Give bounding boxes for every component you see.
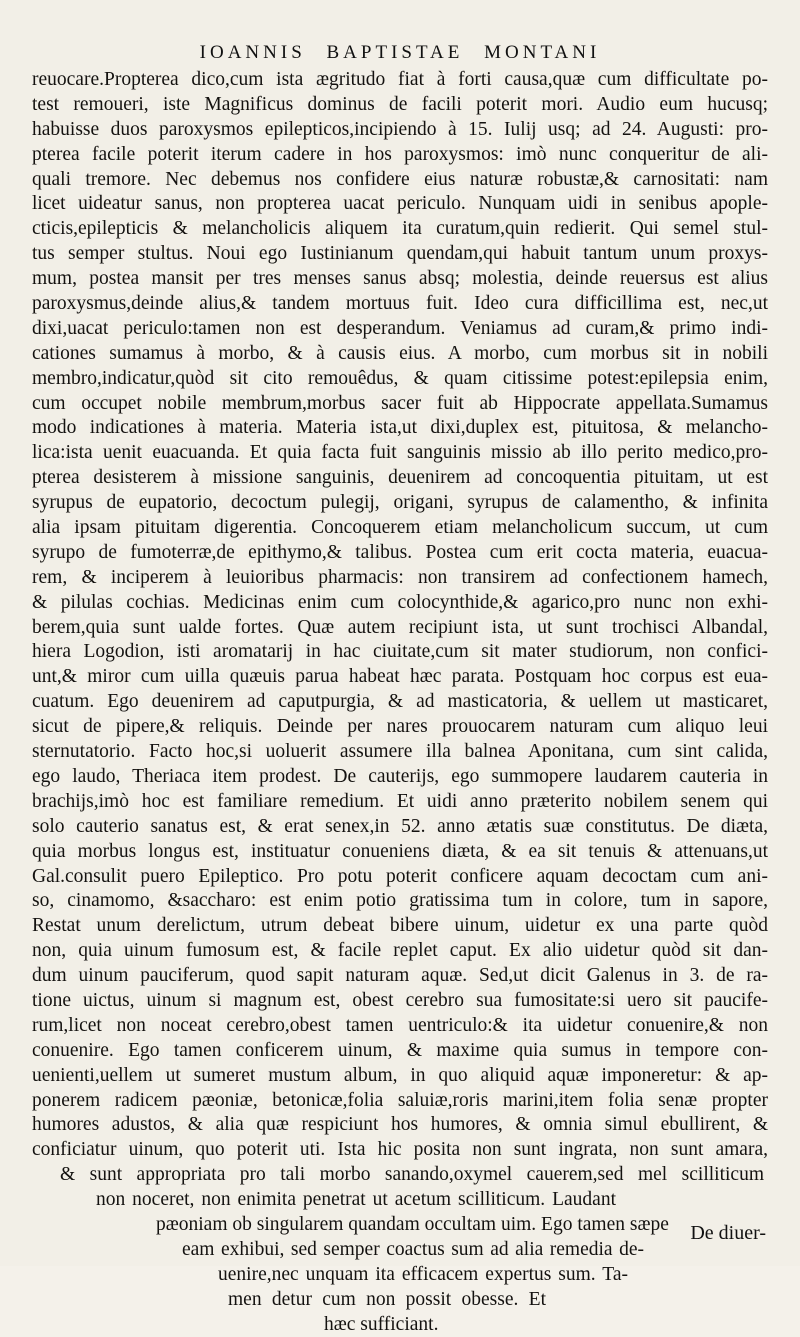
text-line: rum,licet non noceat cerebro,obest tamen uentriculo:& ita uidetur conuenire,& non	[32, 1014, 768, 1036]
text-line: pæoniam ob singularem quandam occultam uim. Ego tamen sæpe	[156, 1213, 669, 1235]
text-line: test remoueri, iste Magnificus dominus de facili poterit mori. Audio eum hucusq;	[32, 93, 768, 115]
text-line: pterea facile poterit iterum cadere in hos paroxysmos: imò nunc conqueritur de ali-	[32, 143, 768, 165]
text-line: quali tremore. Nec debemus nos confidere eius naturæ robustæ,& carnositati: nam	[32, 168, 768, 190]
catchword: De diuer-	[690, 1222, 766, 1244]
text-line: rem, & inciperem à leuioribus pharmacis: non transirem ad confectionem hamech,	[32, 566, 768, 588]
text-line: cum occupet nobile membrum,morbus sacer fuit ab Hippocrate appellata.Sumamus	[32, 392, 768, 414]
text-line: cuatum. Ego deuenirem ad caputpurgia, & ad masticatoria, & uellem ut masticaret,	[32, 691, 768, 713]
text-line: unt,& miror cum uilla quæuis parua habeat hæc parata. Postquam hoc corpus est eua-	[32, 666, 768, 688]
text-line: ego laudo, Theriaca item prodest. De cauterijs, ego summopere laudarem cauteria in	[32, 765, 768, 787]
text-line: non, quia uinum fumosum est, & facile replet caput. Ex alio uidetur quòd sit dan-	[32, 940, 768, 962]
text-line: eam exhibui, sed semper coactus sum ad alia remedia de-	[182, 1238, 644, 1260]
bleed-through-mark-top	[672, 10, 792, 28]
text-line: habuisse duos paroxysmos epilepticos,incipiendo à 15. Iulij usq; ad 24. Augusti: pro-	[32, 118, 768, 140]
text-line: hæc sufficiant.	[324, 1313, 439, 1335]
text-line: humores adustos, & alia quæ respiciunt hos humores, & omnia simul ebullirent, &	[32, 1114, 768, 1136]
text-line: Gal.consulit puero Epileptico. Pro potu poterit conficere aquam decoctam cum ani-	[32, 865, 768, 887]
text-line: paroxysmus,deinde alius,& tandem mortuus fuit. Ideo cura difficillima est, nec,ut	[32, 293, 768, 315]
text-line: non noceret, non enimita penetrat ut acetum scilliticum. Laudant	[96, 1189, 616, 1211]
text-line: brachijs,imò hoc est familiare remedium. Et uidi anno præterito nobilem senem qui	[32, 790, 768, 812]
text-line: syrupo de fumoterræ,de epithymo,& talibus. Postea cum erit cocta materia, euacua-	[32, 541, 768, 563]
text-line: sicut de pipere,& reliquis. Deinde per nares prouocarem naturam cum aliquo leui	[32, 716, 768, 738]
text-line: syrupus de eupatorio, decoctum pulegij, origani, syrupus de calamentho, & infinita	[32, 492, 768, 514]
text-line: modo indicationes à materia. Materia ista,ut dixi,duplex est, pituitosa, & melancho-	[32, 417, 768, 439]
text-line: conuenire. Ego tamen conficerem uinum, & maxime quia sumus in tempore con-	[32, 1039, 768, 1061]
main-text-block	[32, 68, 768, 1337]
text-line: uenienti,uellem ut sumeret mustum album, in quo aliquid aquæ imponeretur: & ap-	[32, 1064, 768, 1086]
text-line: lica:ista uenit euacuanda. Et quia facta fuit sanguinis missio ab illo perito medico,pro-	[32, 442, 768, 464]
text-line: licet uideatur sanus, non propterea uacat periculo. Nunquam uidi in senibus apople-	[32, 193, 768, 215]
text-line: mum, postea mansit per tres menses sanus absq; molestia, deinde reuersus est alius	[32, 268, 768, 290]
text-line: Restat unum derelictum, utrum debeat bibere uinum, uidetur ex una parte quòd	[32, 915, 768, 937]
tapered-conclusion	[32, 1163, 768, 1337]
running-title: IOANNIS BAPTISTAE MONTANI	[199, 42, 601, 63]
text-line: alia ipsam pituitam digerentia. Concoquerem etiam melancholicum succum, ut cum	[32, 517, 768, 539]
text-line: reuocare.Propterea dico,cum ista ægritudo fiat à forti causa,quæ cum difficultate po-	[32, 69, 768, 90]
text-line: tus semper stultus. Noui ego Iustinianum quendam,qui habuit tantum unum proxys-	[32, 243, 768, 265]
text-line: so, cinamomo, &saccharo: est enim potio gratissima tum in colore, tum in sapore,	[32, 890, 768, 912]
text-line: & sunt appropriata pro tali morbo sanando,oxymel cauerem,sed mel scilliticum	[60, 1164, 764, 1186]
text-line: hiera Logodion, isti aromatarij in hac ciuitate,cum sit mater studiorum, non confici-	[32, 641, 768, 663]
text-line: dixi,uacat periculo:tamen non est desperandum. Veniamus ad curam,& primo indi-	[32, 317, 768, 339]
bleed-through-mark-bottom	[672, 1098, 792, 1116]
text-line: dum uinum pauciferum, quod sapit naturam aquæ. Sed,ut dicit Galenus in 3. de ra-	[32, 965, 768, 987]
text-line: & pilulas cochias. Medicinas enim cum colocynthide,& agarico,pro nunc non exhi-	[32, 591, 768, 613]
text-line: uenire,nec unquam ita efficacem expertus sum. Ta-	[218, 1263, 628, 1285]
text-line: pterea desisterem à missione sanguinis, deuenirem ad concoquentia pituitam, ut est	[32, 467, 768, 489]
text-line: berem,quia sunt ualde fortes. Quæ autem recipiunt ista, ut sunt trochisci Albandal,	[32, 616, 768, 638]
text-line: cticis,epilepticis & melancholicis aliquem ita curatum,quin redierit. Qui semel stul-	[32, 218, 768, 240]
text-line: membro,indicatur,quòd sit cito remouêdus, & quam citissime potest:epilepsia enim,	[32, 367, 768, 389]
text-line: conficiatur uinum, quo poterit uti. Ista hic posita non sunt ingrata, non sunt amara,	[32, 1139, 768, 1161]
text-line: ponerem radicem pæoniæ, betonicæ,folia saluiæ,roris marini,item folia senæ propter	[32, 1089, 768, 1111]
body-paragraph	[32, 68, 768, 1163]
text-line: quia morbus longus est, instituatur conueniens diæta, & ea sit tenuis & attenuans,ut	[32, 840, 768, 862]
text-line: solo cauterio sanatus est, & erat senex,in 52. anno ætatis suæ constitutus. De diæta,	[32, 815, 768, 837]
text-line: sternutatorio. Facto hoc,si uoluerit assumere illa balnea Aponitana, cum sint calida,	[32, 741, 768, 763]
text-line: tione uictus, uinum si magnum est, obest cerebro sua fumositate:si uero sit paucife-	[32, 989, 768, 1011]
text-line: men detur cum non possit obesse. Et	[228, 1288, 546, 1310]
text-line: cationes sumamus à morbo, & à causis eius. A morbo, cum morbus sit in nobili	[32, 342, 768, 364]
